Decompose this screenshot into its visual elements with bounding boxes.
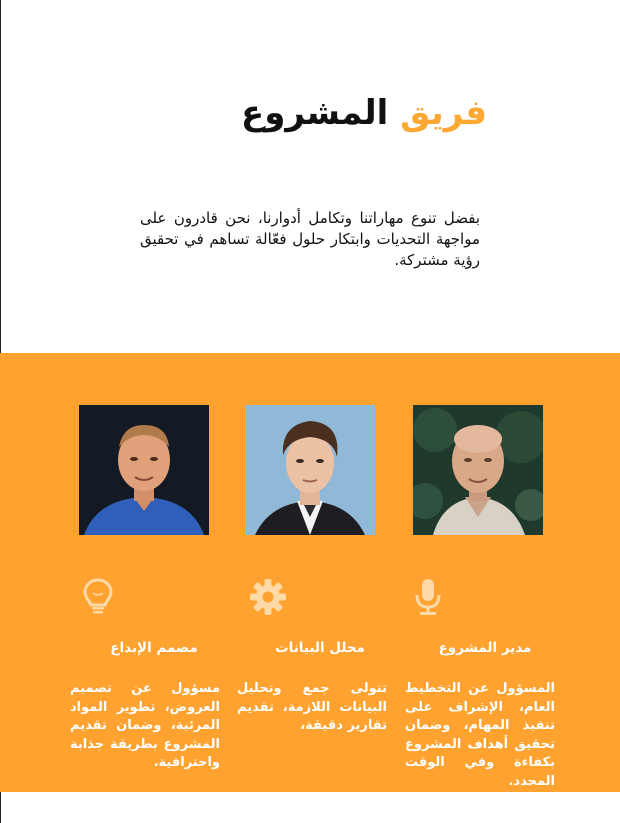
description-manager: المسؤول عن التخطيط العام، الإشراف على تنفيذ المهام، وضمان تحقيق أهداف المشروع بكفاءة وفي الوقت المحدد.: [405, 681, 555, 789]
team-photo-manager: [413, 405, 543, 535]
title-accent: فريق: [400, 93, 487, 133]
page-title: [67, 90, 487, 136]
team-photo-designer: [79, 405, 209, 535]
lightbulb-icon: [78, 577, 118, 617]
role-designer: مصمم الإبداع: [110, 640, 198, 656]
gear-icon: [248, 577, 288, 617]
title-main: المشروع: [241, 93, 389, 133]
team-photo-analyst: [245, 405, 375, 535]
role-analyst: محلل البيانات: [275, 640, 365, 656]
description-designer: مسؤول عن تصميم العروض، تطوير المواد المرئية، وضمان تقديم المشروع بطريقة جذابة واحترافية.: [70, 681, 220, 770]
microphone-icon: [408, 577, 448, 617]
role-manager: مدير المشروع: [438, 640, 532, 656]
description-analyst: تتولى جمع وتحليل البيانات اللازمة، تقديم تقارير دقيقة،: [237, 681, 387, 733]
team-section: [0, 353, 620, 792]
intro-paragraph: بفضل تنوع مهاراتنا وتكامل أدوارنا، نحن قادرون على مواجهة التحديات وابتكار حلول فعّالة تساهم في تحقيق رؤية مشتركة.: [140, 209, 480, 269]
